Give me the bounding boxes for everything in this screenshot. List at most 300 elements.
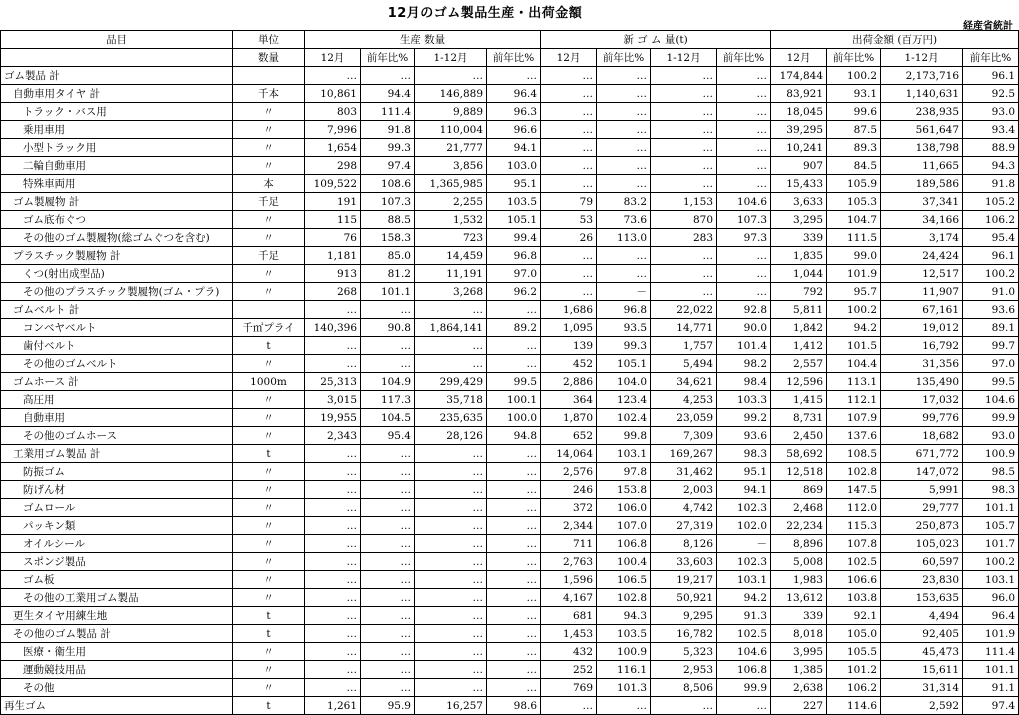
- table-row: [1, 517, 1019, 535]
- row-value: 101.4: [717, 337, 771, 355]
- row-value: 14,771: [651, 319, 717, 337]
- row-value: 102.5: [717, 625, 771, 643]
- row-value: 158.3: [361, 229, 415, 247]
- row-value: 91.1: [963, 679, 1019, 697]
- row-value: 89.3: [827, 139, 881, 157]
- row-value: …: [651, 265, 717, 283]
- row-value: 9,295: [651, 607, 717, 625]
- row-value: 2,953: [651, 661, 717, 679]
- row-value: 84.5: [827, 157, 881, 175]
- row-value: 39,295: [771, 121, 827, 139]
- header-sub: [1, 49, 233, 67]
- row-value: 88.9: [963, 139, 1019, 157]
- row-value: 252: [541, 661, 597, 679]
- row-value: 35,718: [415, 391, 487, 409]
- row-unit: 〃: [233, 589, 305, 607]
- row-value: 89.2: [487, 319, 541, 337]
- header-sub: 12月: [541, 49, 597, 67]
- row-item-name: その他のゴムホース: [1, 427, 233, 445]
- row-value: 15,611: [881, 661, 963, 679]
- row-value: …: [487, 589, 541, 607]
- row-value: 869: [771, 481, 827, 499]
- row-value: …: [487, 481, 541, 499]
- row-value: 91.3: [717, 607, 771, 625]
- row-value: 138,798: [881, 139, 963, 157]
- row-value: …: [651, 175, 717, 193]
- row-value: 94.1: [717, 481, 771, 499]
- header-sub: 前年比%: [963, 49, 1019, 67]
- row-value: 102.8: [827, 463, 881, 481]
- row-value: 103.0: [487, 157, 541, 175]
- row-value: 87.5: [827, 121, 881, 139]
- row-value: …: [487, 679, 541, 697]
- row-value: 9,889: [415, 103, 487, 121]
- row-value: 1,385: [771, 661, 827, 679]
- row-unit: t: [233, 607, 305, 625]
- row-value: 3,268: [415, 283, 487, 301]
- row-value: 15,433: [771, 175, 827, 193]
- row-value: 1,686: [541, 301, 597, 319]
- row-unit: 〃: [233, 229, 305, 247]
- row-value: 1,596: [541, 571, 597, 589]
- row-value: 24,424: [881, 247, 963, 265]
- row-value: …: [597, 247, 651, 265]
- row-value: …: [415, 499, 487, 517]
- row-value: 106.0: [597, 499, 651, 517]
- row-value: …: [415, 643, 487, 661]
- row-value: 5,991: [881, 481, 963, 499]
- row-value: …: [361, 625, 415, 643]
- row-value: 98.2: [717, 355, 771, 373]
- table-row: [1, 391, 1019, 409]
- row-value: 2,255: [415, 193, 487, 211]
- row-value: …: [415, 607, 487, 625]
- row-value: 91.0: [963, 283, 1019, 301]
- row-value: 27,319: [651, 517, 717, 535]
- row-unit: t: [233, 697, 305, 715]
- row-value: …: [415, 481, 487, 499]
- row-value: 96.6: [487, 121, 541, 139]
- row-value: 89.1: [963, 319, 1019, 337]
- row-value: 102.5: [827, 553, 881, 571]
- row-value: 26: [541, 229, 597, 247]
- table-row: [1, 175, 1019, 193]
- row-value: …: [305, 571, 361, 589]
- table-row: [1, 85, 1019, 103]
- page-title: 12月のゴム製品生産・出荷金額: [387, 6, 583, 21]
- row-value: 99.3: [597, 337, 651, 355]
- row-value: …: [717, 139, 771, 157]
- row-value: 19,012: [881, 319, 963, 337]
- row-item-name: プラスチック製履物 計: [1, 247, 233, 265]
- row-value: 99.5: [487, 373, 541, 391]
- row-item-name: 歯付ベルト: [1, 337, 233, 355]
- row-value: 2,576: [541, 463, 597, 481]
- row-item-name: ゴム製品 計: [1, 67, 233, 85]
- table-row: [1, 463, 1019, 481]
- row-value: 1,532: [415, 211, 487, 229]
- row-value: 93.0: [963, 427, 1019, 445]
- row-value: 147.5: [827, 481, 881, 499]
- row-value: 153,635: [881, 589, 963, 607]
- row-item-name: 特殊車両用: [1, 175, 233, 193]
- row-value: 3,856: [415, 157, 487, 175]
- row-item-name: その他: [1, 679, 233, 697]
- row-value: 10,861: [305, 85, 361, 103]
- row-unit: 千本: [233, 85, 305, 103]
- row-value: 5,811: [771, 301, 827, 319]
- row-value: 2,557: [771, 355, 827, 373]
- row-item-name: スポンジ製品: [1, 553, 233, 571]
- row-unit: 〃: [233, 463, 305, 481]
- row-value: 103.1: [963, 571, 1019, 589]
- row-value: …: [305, 679, 361, 697]
- row-value: 95.4: [361, 427, 415, 445]
- row-value: …: [541, 85, 597, 103]
- header-sub: 前年比%: [827, 49, 881, 67]
- row-item-name: 高圧用: [1, 391, 233, 409]
- row-value: …: [415, 337, 487, 355]
- row-value: 99.7: [963, 337, 1019, 355]
- row-value: 94.8: [487, 427, 541, 445]
- row-value: 106.2: [963, 211, 1019, 229]
- row-value: 99.9: [963, 409, 1019, 427]
- row-item-name: 更生タイヤ用練生地: [1, 607, 233, 625]
- row-value: 110,004: [415, 121, 487, 139]
- row-value: 870: [651, 211, 717, 229]
- row-value: …: [361, 643, 415, 661]
- row-value: 23,830: [881, 571, 963, 589]
- table-row: [1, 193, 1019, 211]
- row-value: 104.9: [361, 373, 415, 391]
- row-value: 93.4: [963, 121, 1019, 139]
- row-value: 95.1: [487, 175, 541, 193]
- row-value: 106.2: [827, 679, 881, 697]
- row-value: …: [717, 157, 771, 175]
- row-value: 99.9: [717, 679, 771, 697]
- row-item-name: 小型トラック用: [1, 139, 233, 157]
- row-value: …: [487, 67, 541, 85]
- row-value: 8,506: [651, 679, 717, 697]
- row-value: 339: [771, 607, 827, 625]
- row-value: 364: [541, 391, 597, 409]
- table-row: [1, 661, 1019, 679]
- row-value: 99.8: [597, 427, 651, 445]
- row-unit: t: [233, 445, 305, 463]
- row-value: 97.0: [487, 265, 541, 283]
- row-value: 452: [541, 355, 597, 373]
- row-unit: 〃: [233, 121, 305, 139]
- row-unit: 〃: [233, 283, 305, 301]
- row-value: 97.8: [597, 463, 651, 481]
- row-value: 88.5: [361, 211, 415, 229]
- row-value: 103.5: [487, 193, 541, 211]
- row-value: 723: [415, 229, 487, 247]
- row-value: 102.4: [597, 409, 651, 427]
- row-value: 34,621: [651, 373, 717, 391]
- row-item-name: ゴムロール: [1, 499, 233, 517]
- row-value: 76: [305, 229, 361, 247]
- row-item-name: 運動競技用品: [1, 661, 233, 679]
- row-item-name: ゴム板: [1, 571, 233, 589]
- header-sub: 数量: [233, 49, 305, 67]
- row-value: 2,592: [881, 697, 963, 715]
- row-value: …: [597, 697, 651, 715]
- row-value: …: [597, 121, 651, 139]
- row-value: 18,045: [771, 103, 827, 121]
- row-value: …: [487, 463, 541, 481]
- row-value: …: [415, 661, 487, 679]
- row-value: 299,429: [415, 373, 487, 391]
- row-value: 96.4: [963, 607, 1019, 625]
- row-value: 31,314: [881, 679, 963, 697]
- row-value: 227: [771, 697, 827, 715]
- row-value: 96.8: [597, 301, 651, 319]
- row-value: 105.9: [827, 175, 881, 193]
- row-value: …: [415, 535, 487, 553]
- row-value: 112.0: [827, 499, 881, 517]
- row-unit: 〃: [233, 553, 305, 571]
- row-value: 19,217: [651, 571, 717, 589]
- header-shipment: 出荷金額 (百万円): [771, 31, 1019, 49]
- row-value: 92,405: [881, 625, 963, 643]
- row-value: 90.8: [361, 319, 415, 337]
- row-value: …: [361, 661, 415, 679]
- row-value: 803: [305, 103, 361, 121]
- row-value: 1,757: [651, 337, 717, 355]
- row-value: …: [305, 445, 361, 463]
- row-value: 100.2: [963, 553, 1019, 571]
- table-row: [1, 535, 1019, 553]
- row-unit: 〃: [233, 211, 305, 229]
- row-unit: 千㎡プライ: [233, 319, 305, 337]
- row-value: 1,842: [771, 319, 827, 337]
- row-item-name: 自動車用: [1, 409, 233, 427]
- row-value: …: [717, 121, 771, 139]
- row-value: 109,522: [305, 175, 361, 193]
- row-value: 8,018: [771, 625, 827, 643]
- row-value: 104.6: [717, 643, 771, 661]
- row-value: …: [305, 463, 361, 481]
- row-value: …: [541, 157, 597, 175]
- row-value: 102.3: [717, 499, 771, 517]
- row-value: 97.4: [361, 157, 415, 175]
- row-value: 146,889: [415, 85, 487, 103]
- row-value: 83,921: [771, 85, 827, 103]
- row-value: 174,844: [771, 67, 827, 85]
- row-value: …: [305, 355, 361, 373]
- table-row: [1, 643, 1019, 661]
- row-value: 50,921: [651, 589, 717, 607]
- row-value: …: [487, 643, 541, 661]
- row-value: …: [361, 553, 415, 571]
- row-unit: t: [233, 625, 305, 643]
- row-value: 135,490: [881, 373, 963, 391]
- row-value: 93.6: [963, 301, 1019, 319]
- row-value: …: [651, 67, 717, 85]
- row-value: 31,462: [651, 463, 717, 481]
- row-value: …: [541, 175, 597, 193]
- row-value: 123.4: [597, 391, 651, 409]
- row-value: 1,095: [541, 319, 597, 337]
- row-value: 2,763: [541, 553, 597, 571]
- row-item-name: ゴム底布ぐつ: [1, 211, 233, 229]
- row-unit: 〃: [233, 661, 305, 679]
- row-value: 101.9: [963, 625, 1019, 643]
- row-value: 105.3: [827, 193, 881, 211]
- row-value: 1,654: [305, 139, 361, 157]
- header-sub: 前年比%: [597, 49, 651, 67]
- row-value: 31,356: [881, 355, 963, 373]
- row-value: 2,343: [305, 427, 361, 445]
- row-value: 98.3: [963, 481, 1019, 499]
- row-value: …: [305, 499, 361, 517]
- row-item-name: 防げん材: [1, 481, 233, 499]
- row-value: 106.6: [827, 571, 881, 589]
- row-value: 113.1: [827, 373, 881, 391]
- row-value: …: [361, 337, 415, 355]
- row-value: 3,995: [771, 643, 827, 661]
- row-value: 90.0: [717, 319, 771, 337]
- row-unit: 1000m: [233, 373, 305, 391]
- header-sub: 12月: [771, 49, 827, 67]
- row-value: 98.4: [717, 373, 771, 391]
- row-value: 4,167: [541, 589, 597, 607]
- row-value: 652: [541, 427, 597, 445]
- row-value: 105,023: [881, 535, 963, 553]
- row-value: …: [305, 535, 361, 553]
- row-unit: 本: [233, 175, 305, 193]
- row-value: 79: [541, 193, 597, 211]
- row-value: …: [361, 679, 415, 697]
- row-value: 2,886: [541, 373, 597, 391]
- row-value: 1,365,985: [415, 175, 487, 193]
- row-item-name: ゴム製履物 計: [1, 193, 233, 211]
- row-item-name: ゴムホース 計: [1, 373, 233, 391]
- row-value: 101.3: [597, 679, 651, 697]
- row-value: 16,257: [415, 697, 487, 715]
- row-value: 1,864,141: [415, 319, 487, 337]
- row-unit: 〃: [233, 679, 305, 697]
- header-production: 生産 数量: [305, 31, 541, 49]
- table-row: [1, 625, 1019, 643]
- row-value: 8,896: [771, 535, 827, 553]
- row-value: …: [305, 553, 361, 571]
- row-value: 96.8: [487, 247, 541, 265]
- row-item-name: 防振ゴム: [1, 463, 233, 481]
- row-value: …: [305, 67, 361, 85]
- row-value: 432: [541, 643, 597, 661]
- row-value: …: [597, 157, 651, 175]
- row-value: 1,983: [771, 571, 827, 589]
- header-sub: 1-12月: [415, 49, 487, 67]
- row-value: …: [541, 283, 597, 301]
- row-value: 25,313: [305, 373, 361, 391]
- row-value: …: [717, 67, 771, 85]
- row-value: 191: [305, 193, 361, 211]
- row-value: …: [415, 679, 487, 697]
- row-value: 189,586: [881, 175, 963, 193]
- row-value: 101.5: [827, 337, 881, 355]
- row-value: 98.3: [717, 445, 771, 463]
- row-value: …: [541, 247, 597, 265]
- row-value: 107.0: [597, 517, 651, 535]
- row-value: …: [487, 337, 541, 355]
- table-row: [1, 571, 1019, 589]
- row-value: 12,517: [881, 265, 963, 283]
- row-value: 147,072: [881, 463, 963, 481]
- row-value: 14,064: [541, 445, 597, 463]
- row-value: …: [361, 535, 415, 553]
- row-unit: 〃: [233, 427, 305, 445]
- header-sub: 12月: [305, 49, 361, 67]
- row-value: …: [487, 301, 541, 319]
- row-item-name: 二輪自動車用: [1, 157, 233, 175]
- row-value: …: [361, 67, 415, 85]
- row-value: …: [361, 589, 415, 607]
- row-value: …: [415, 571, 487, 589]
- row-value: 96.1: [963, 247, 1019, 265]
- row-item-name: その他の工業用ゴム製品: [1, 589, 233, 607]
- row-value: 283: [651, 229, 717, 247]
- row-value: 5,008: [771, 553, 827, 571]
- row-value: 10,241: [771, 139, 827, 157]
- row-value: 96.2: [487, 283, 541, 301]
- row-value: …: [717, 697, 771, 715]
- row-value: 18,682: [881, 427, 963, 445]
- row-value: 2,344: [541, 517, 597, 535]
- row-value: 16,792: [881, 337, 963, 355]
- table-row: [1, 427, 1019, 445]
- table-row: [1, 121, 1019, 139]
- row-unit: 〃: [233, 535, 305, 553]
- row-value: …: [651, 697, 717, 715]
- row-value: 96.1: [963, 67, 1019, 85]
- row-value: 100.4: [597, 553, 651, 571]
- row-value: 4,253: [651, 391, 717, 409]
- row-value: 95.7: [827, 283, 881, 301]
- row-value: …: [651, 103, 717, 121]
- row-unit: 〃: [233, 265, 305, 283]
- table-row: [1, 229, 1019, 247]
- row-value: …: [717, 85, 771, 103]
- row-value: 105.5: [827, 643, 881, 661]
- table-row: [1, 697, 1019, 715]
- row-value: …: [305, 607, 361, 625]
- row-value: 3,295: [771, 211, 827, 229]
- row-value: 100.1: [487, 391, 541, 409]
- table-row: [1, 157, 1019, 175]
- row-value: 99.3: [361, 139, 415, 157]
- row-value: 681: [541, 607, 597, 625]
- row-value: 1,412: [771, 337, 827, 355]
- row-item-name: オイルシール: [1, 535, 233, 553]
- row-value: 92.5: [963, 85, 1019, 103]
- row-value: …: [651, 157, 717, 175]
- row-value: 105.2: [963, 193, 1019, 211]
- row-value: 107.8: [827, 535, 881, 553]
- row-value: 105.7: [963, 517, 1019, 535]
- row-value: 34,166: [881, 211, 963, 229]
- row-value: …: [305, 481, 361, 499]
- row-item-name: その他のゴム製履物(総ゴムぐつを含む): [1, 229, 233, 247]
- row-value: 2,003: [651, 481, 717, 499]
- row-value: …: [541, 265, 597, 283]
- row-value: 103.8: [827, 589, 881, 607]
- header-sub: 前年比%: [487, 49, 541, 67]
- row-value: 94.4: [361, 85, 415, 103]
- row-value: 97.0: [963, 355, 1019, 373]
